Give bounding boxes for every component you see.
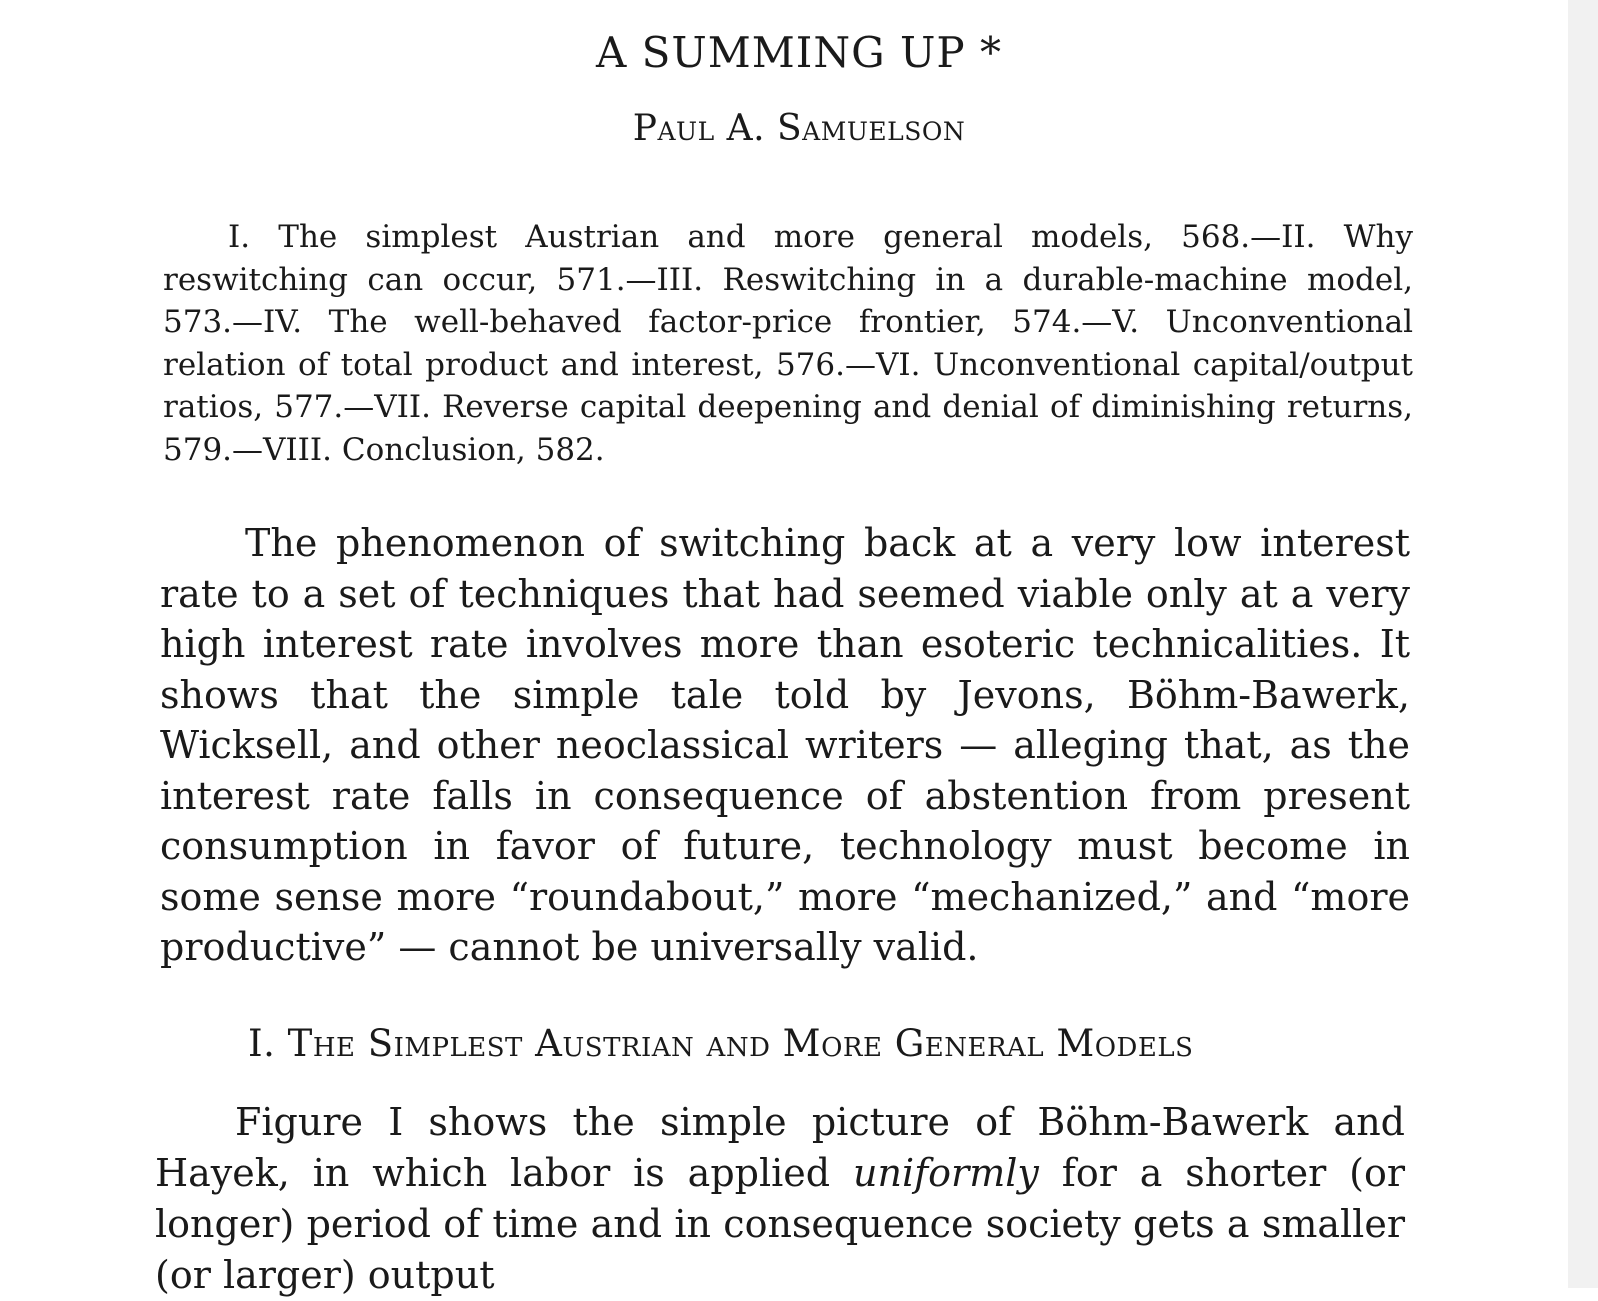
article-title: A SUMMING UP * — [595, 28, 1003, 77]
paragraph-text-start: Figure I shows the simple picture of Böhm-Bawerk and Hayek, in which labor is applied — [155, 1100, 1405, 1195]
section-paragraph — [155, 1097, 1405, 1301]
table-of-contents: I. The simplest Austrian and more general models, 568.—II. Why reswitching can occur, 571.—III. Reswitching in a durable-machine model, 573.—IV. The well-behaved factor-price frontier, 574.—V. Unconventional relation of total product and interest, 576.—VI. Unconventional capital/output ratios, 577.—VII. Reverse capital deepening and denial of diminishing returns, 579.—VIII. Conclusion, 582. — [163, 219, 1413, 468]
paragraph-text-end: for a shorter (or longer) period of time and in consequence society gets a smaller (or larger) output — [155, 1151, 1406, 1297]
intro-paragraph: The phenomenon of switching back at a very low interest rate to a set of techniques that had seemed viable only at a very high interest rate involves more than esoteric technicalities. It shows that the simple tale told by Jevons, Böhm-Bawerk, Wicksell, and other neoclassical writers — alleging that, as the interest rate falls in consequence of abstention from present consumption in favor of future, technology must become in some sense more “roundabout,” more “mechanized,” and “more productive” — cannot be universally valid. — [160, 521, 1410, 969]
emphasized-word: uniformly — [853, 1151, 1039, 1195]
section-heading: I. The Simplest Austrian and More General Models — [248, 1022, 1194, 1065]
page-edge — [1568, 0, 1598, 1288]
author-name: Paul A. Samuelson — [632, 108, 966, 149]
